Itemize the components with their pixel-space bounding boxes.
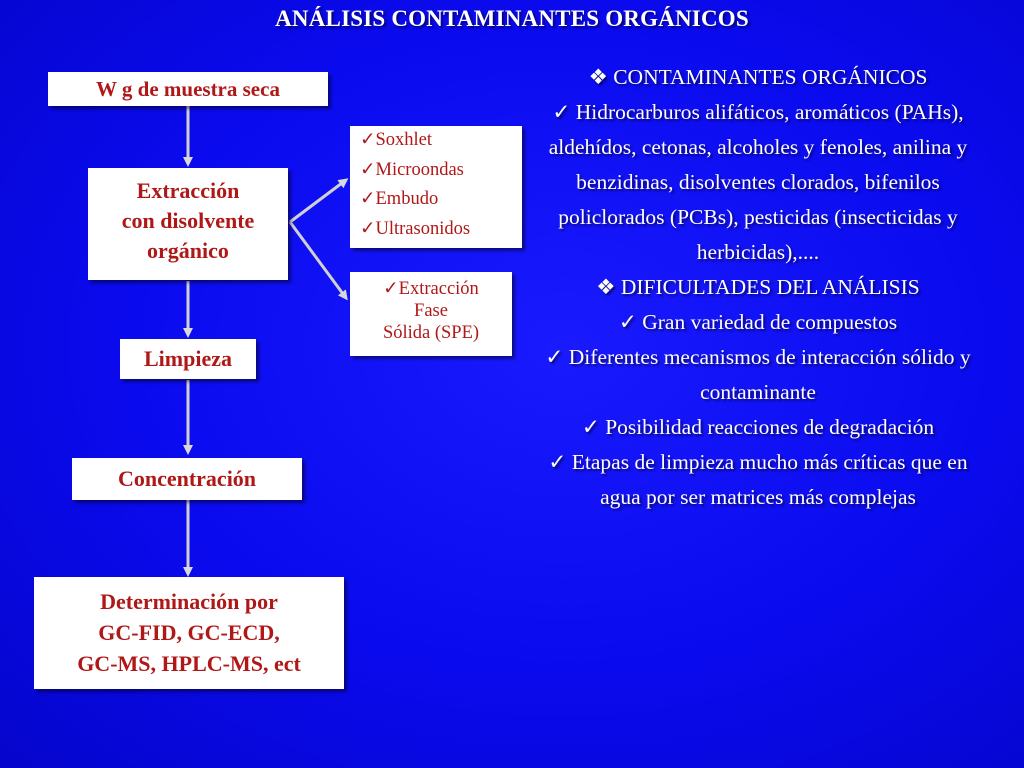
methods-box xyxy=(350,126,522,248)
slide-title: ANÁLISIS CONTAMINANTES ORGÁNICOS xyxy=(275,6,749,31)
determination-line-2: GC-FID, GC-ECD, xyxy=(98,620,280,645)
spe-line-2: Fase xyxy=(414,301,448,321)
method-microwave: ✓Microondas xyxy=(360,159,464,180)
heading-contaminants: ❖ CONTAMINANTES ORGÁNICOS xyxy=(588,65,928,89)
contaminants-list: ✓ Hidrocarburos alifáticos, aromáticos (PAHs), aldehídos, cetonas, alcoholes y fenoles, anilina y benzidinas, disolventes clorados, bifenilos policlorados (PCBs), pesticidas (insecticidas y herbicidas),.... xyxy=(548,100,968,264)
right-panel xyxy=(528,60,988,515)
arrow-extraction-to-methods xyxy=(290,180,346,222)
difficulty-item-2: ✓ Diferentes mecanismos de interacción sólido y contaminante xyxy=(545,345,971,404)
extraction-line-3: orgánico xyxy=(147,238,229,263)
determination-line-3: GC-MS, HPLC-MS, ect xyxy=(77,651,301,676)
determination-line-1: Determinación por xyxy=(100,589,278,614)
difficulty-item-4: ✓ Etapas de limpieza mucho más críticas que en agua por ser matrices más complejas xyxy=(548,450,968,509)
extraction-box xyxy=(88,168,288,280)
heading-difficulties: ❖ DIFICULTADES DEL ANÁLISIS xyxy=(596,275,920,299)
extraction-line-2: con disolvente xyxy=(121,208,255,233)
method-funnel: ✓Embudo xyxy=(360,189,439,209)
difficulty-item-1: ✓ Gran variedad de compuestos xyxy=(618,310,898,334)
difficulty-item-3: ✓ Posibilidad reacciones de degradación xyxy=(581,415,935,439)
arrow-extraction-to-spe xyxy=(290,222,346,298)
spe-line-1: ✓Extracción xyxy=(383,279,479,299)
concentration-box: Concentración xyxy=(72,458,302,500)
cleanup-box: Limpieza xyxy=(120,339,256,379)
sample-box: W g de muestra seca xyxy=(48,72,328,106)
method-ultrasound: ✓Ultrasonidos xyxy=(360,218,471,239)
spe-line-3: Sólida (SPE) xyxy=(382,323,480,343)
determination-box xyxy=(34,577,344,689)
method-soxhlet: ✓Soxhlet xyxy=(360,130,433,150)
extraction-line-1: Extracción xyxy=(136,178,240,203)
spe-box xyxy=(350,272,512,356)
